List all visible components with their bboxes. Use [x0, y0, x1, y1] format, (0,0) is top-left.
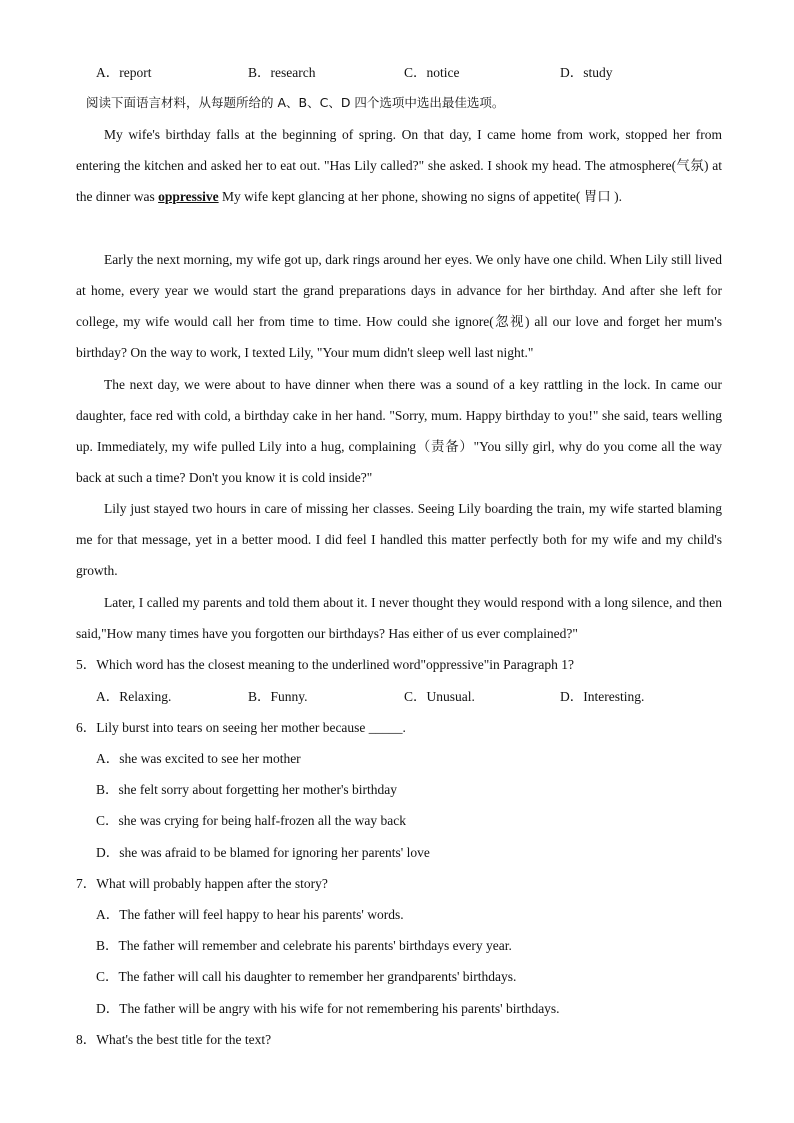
section-instruction: 阅读下面语言材料，从每题所给的 A、B、C、D 四个选项中选出最佳选项。	[86, 95, 505, 110]
p1-text-start: My wife's birthday falls at the beginning of spring. On that day, I came home from work, stopped her from entering the kitchen and asked her to eat out. "Has Lily called?" she asked. I shook my head. The atmosphere(气氛) at the dinner was	[76, 127, 722, 204]
q7-option-b[interactable]: B．The father will remember and celebrate his parents' birthdays every year.	[96, 938, 512, 953]
q7-option-d[interactable]: D．The father will be angry with his wife for not remembering his parents' birthdays.	[96, 1001, 560, 1016]
q6-option-b[interactable]: B．she felt sorry about forgetting her mother's birthday	[96, 782, 397, 797]
question-6-stem: 6．Lily burst into tears on seeing her mother because _____.	[76, 720, 406, 735]
q6-option-c[interactable]: C．she was crying for being half-frozen all the way back	[96, 813, 407, 828]
prev-option-c: C．notice	[404, 65, 460, 80]
prev-option-a: A．report	[96, 65, 152, 80]
passage-paragraph-1	[76, 119, 722, 212]
q6-option-d[interactable]: D．she was afraid to be blamed for ignoring her parents' love	[96, 845, 430, 860]
q7-option-a[interactable]: A．The father will feel happy to hear his parents' words.	[96, 907, 404, 922]
passage-paragraph-5: Later, I called my parents and told them about it. I never thought they would respond with a long silence, and then said,"How many times have you forgotten our birthdays? Has either of us ever complained?"	[76, 595, 722, 641]
q7-option-c[interactable]: C．The father will call his daughter to remember her grandparents' birthdays.	[96, 969, 517, 984]
underlined-word-oppressive: oppressive	[158, 189, 219, 204]
passage-paragraph-2: Early the next morning, my wife got up, dark rings around her eyes. We only have one child. When Lily still lived at home, every year we would start the grand preparations days in advance for her birthday. And after she left for college, my wife would call her from time to time. How could she ignore(忽视) all our love and forget her mum's birthday? On the way to work, I texted Lily, "Your mum didn't sleep well last night."	[76, 252, 722, 360]
p1-text-end: My wife kept glancing at her phone, showing no signs of appetite( 胃口 ).	[218, 189, 623, 204]
prev-option-b: B．research	[248, 65, 316, 80]
prev-option-d: D．study	[560, 65, 613, 80]
passage-paragraph-4: Lily just stayed two hours in care of missing her classes. Seeing Lily boarding the train, my wife started blaming me for that message, yet in a better mood. I did feel I handled this matter perfectly both for my wife and my child's growth.	[76, 501, 722, 578]
question-5-stem: 5．Which word has the closest meaning to the underlined word"oppressive"in Paragraph 1?	[76, 657, 575, 672]
question-8-stem: 8．What's the best title for the text?	[76, 1032, 272, 1047]
q5-option-b[interactable]: B．Funny.	[248, 689, 308, 704]
passage-paragraph-3: The next day, we were about to have dinner when there was a sound of a key rattling in the lock. In came our daughter, face red with cold, a birthday cake in her hand. "Sorry, mum. Happy birthday to you!" she said, tears welling up. Immediately, my wife pulled Lily into a hug, complaining（责备）"You silly girl, why do you come all the way back at such a time? Don't you know it is cold inside?"	[76, 377, 722, 485]
question-7-stem: 7．What will probably happen after the story?	[76, 876, 328, 891]
q5-option-d[interactable]: D．Interesting.	[560, 689, 645, 704]
q5-option-c[interactable]: C．Unusual.	[404, 689, 475, 704]
q5-option-a[interactable]: A．Relaxing.	[96, 689, 172, 704]
q6-option-a[interactable]: A．she was excited to see her mother	[96, 751, 301, 766]
